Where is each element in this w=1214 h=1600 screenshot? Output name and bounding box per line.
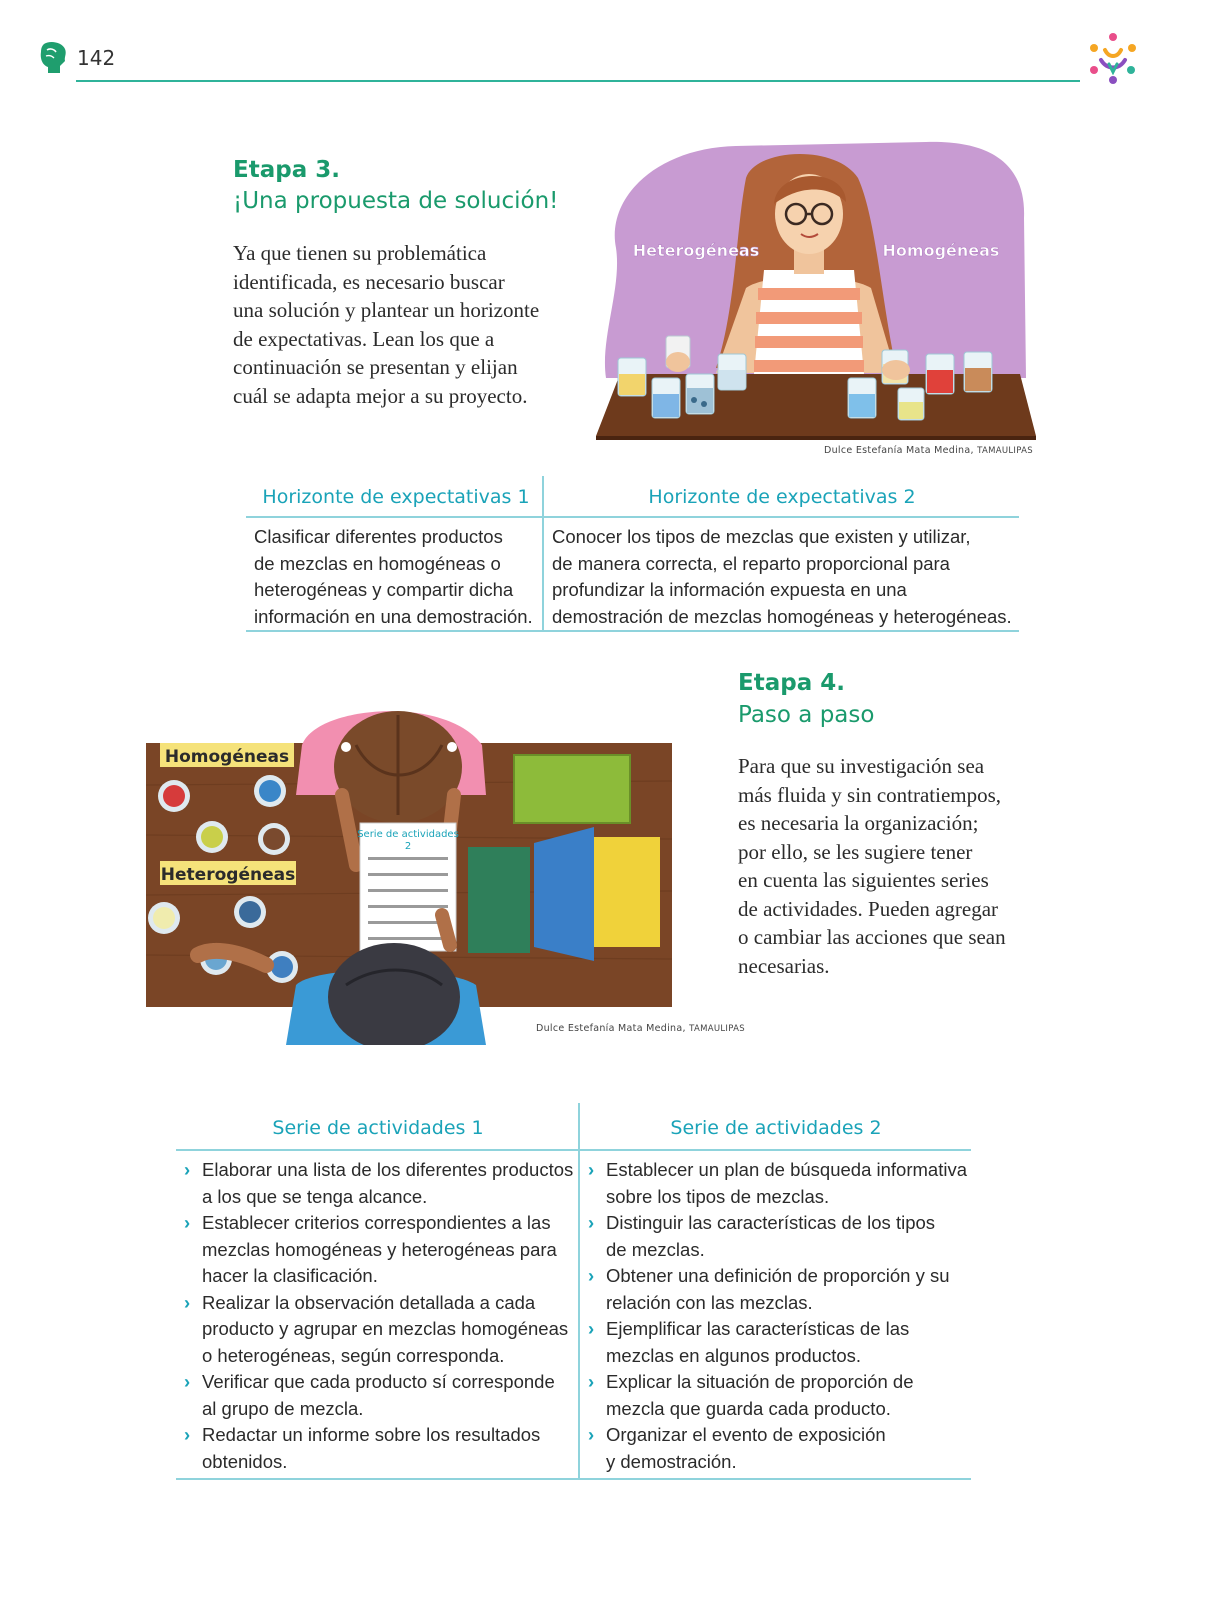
item-line: producto y agrupar en mezclas homogéneas [202, 1318, 569, 1339]
paragraph-line: o cambiar las acciones que sean [738, 925, 1006, 949]
cell-line: demostración de mezclas homogéneas y heterogéneas. [552, 605, 1012, 627]
paragraph-line: es necesaria la organización; [738, 811, 979, 835]
item-line: › Distinguir las características de los tipos [606, 1212, 936, 1233]
stage3-subtitle: ¡Una propuesta de solución! [233, 188, 559, 214]
item-line: › Verificar que cada producto sí corresponde [202, 1371, 555, 1392]
list-item [582, 1369, 968, 1422]
table-bottom-border [246, 630, 1019, 632]
item-line: hacer la clasificación. [202, 1265, 378, 1286]
item-line: › Explicar la situación de proporción de [606, 1371, 914, 1392]
list-item [178, 1290, 574, 1370]
header-rule [76, 80, 1080, 82]
expectations-col1-cell [254, 524, 539, 630]
paragraph-line: por ello, se les sugiere tener [738, 839, 973, 864]
paragraph-line: de expectativas. Lean los que a [233, 326, 495, 351]
item-line: y demostración. [606, 1450, 737, 1472]
item-line: mezcla que guarda cada producto. [606, 1397, 891, 1419]
item-line: de mezclas. [606, 1238, 705, 1260]
illustration-credit-1 [824, 445, 1033, 456]
item-line: › Ejemplificar las características de las [606, 1318, 910, 1339]
item-line: obtenidos. [202, 1450, 288, 1472]
list-item [178, 1422, 574, 1475]
list-item [582, 1263, 968, 1316]
item-line: mezclas homogéneas y heterogéneas para [202, 1238, 557, 1260]
item-line: › Redactar un informe sobre los resultados [202, 1424, 541, 1445]
item-line: › Obtener una definición de proporción y su [606, 1265, 950, 1286]
paragraph-line: una solución y plantear un horizonte [233, 298, 540, 322]
page-number: 142 [77, 46, 116, 70]
paragraph-line: más fluida y sin contratiempos, [738, 782, 1002, 807]
table-column-divider [578, 1103, 580, 1479]
item-line: › Establecer criterios correspondientes a las [202, 1212, 551, 1233]
item-line: › Elaborar una lista de los diferentes productos [202, 1159, 574, 1180]
paragraph-line: identificada, es necesario buscar [233, 269, 505, 294]
credit-name: Dulce Estefanía Mata Medina, [824, 445, 974, 456]
activities-col2-list [582, 1157, 968, 1475]
girl-mixtures-illustration [596, 138, 1036, 440]
credit-name: Dulce Estefanía Mata Medina, [536, 1023, 686, 1034]
table-divider [246, 516, 1019, 518]
paragraph-line: cuál se adapta mejor a su proyecto. [233, 383, 528, 408]
cell-line: heterogéneas y compartir dicha [254, 579, 514, 600]
green-head-logo-icon [38, 40, 68, 74]
cell-line: Clasificar diferentes productos [254, 526, 503, 547]
list-item [178, 1210, 574, 1290]
list-item [582, 1422, 968, 1475]
cell-line: información en una demostración. [254, 605, 533, 627]
worksheet-number: 2 [404, 841, 412, 852]
activities-col1-list [178, 1157, 574, 1475]
label-homogeneas: Homogéneas [882, 241, 1000, 260]
item-line: a los que se tenga alcance. [202, 1185, 428, 1207]
colorful-people-circle-logo-icon [1085, 30, 1141, 86]
label-heterogeneas: Heterogéneas [632, 241, 760, 260]
credit-place: TAMAULIPAS [689, 1024, 745, 1034]
paragraph-line: Ya que tienen su problemática [233, 241, 487, 265]
cell-line: de manera correcta, el reparto proporcional para [552, 552, 950, 574]
stage4-subtitle: Paso a paso [738, 702, 875, 728]
credit-place: TAMAULIPAS [977, 446, 1033, 456]
table-bottom-border [176, 1478, 971, 1480]
item-line: › Realizar la observación detallada a cada [202, 1291, 536, 1313]
paragraph-line: en cuenta las siguientes series [738, 868, 989, 892]
item-line: sobre los tipos de mezclas. [606, 1185, 830, 1207]
list-item [582, 1210, 968, 1263]
item-line: relación con las mezclas. [606, 1291, 813, 1313]
paragraph-line: de actividades. Pueden agregar [738, 896, 999, 921]
expectations-col2-header: Horizonte de expectativas 2 [648, 486, 916, 508]
activities-col2-header: Serie de actividades 2 [670, 1117, 882, 1139]
item-line: al grupo de mezcla. [202, 1397, 364, 1419]
label-heterogeneas: Heterogéneas [160, 865, 296, 885]
list-item [582, 1157, 968, 1210]
table-column-divider [542, 476, 544, 632]
cell-line: profundizar la información expuesta en una [552, 579, 907, 600]
label-homogeneas: Homogéneas [164, 747, 290, 767]
item-line: o heterogéneas, según corresponda. [202, 1344, 505, 1366]
paragraph-line: continuación se presentan y elijan [233, 355, 518, 379]
kids-table-illustration [146, 685, 676, 1045]
stage3-paragraph [233, 239, 583, 410]
stage4-paragraph [738, 752, 1068, 980]
paragraph-line: Para que su investigación sea [738, 754, 985, 778]
item-line: › Establecer un plan de búsqueda informativa [606, 1159, 967, 1180]
list-item [582, 1316, 968, 1369]
expectations-col1-header: Horizonte de expectativas 1 [262, 486, 530, 508]
item-line: › Organizar el evento de exposición [606, 1424, 886, 1445]
stage4-title: Etapa 4. [738, 670, 845, 696]
activities-col1-header: Serie de actividades 1 [272, 1117, 484, 1139]
worksheet-title: Serie de actividades [357, 829, 459, 840]
paragraph-line: necesarias. [738, 953, 830, 978]
item-line: mezclas en algunos productos. [606, 1344, 862, 1366]
expectations-col2-cell [552, 524, 1017, 630]
cell-line: de mezclas en homogéneas o [254, 552, 501, 574]
cell-line: Conocer los tipos de mezclas que existen y utilizar, [552, 526, 971, 547]
list-item [178, 1369, 574, 1422]
illustration-credit-2 [536, 1023, 745, 1034]
list-item [178, 1157, 574, 1210]
table-divider [176, 1149, 971, 1151]
stage3-title: Etapa 3. [233, 157, 340, 183]
